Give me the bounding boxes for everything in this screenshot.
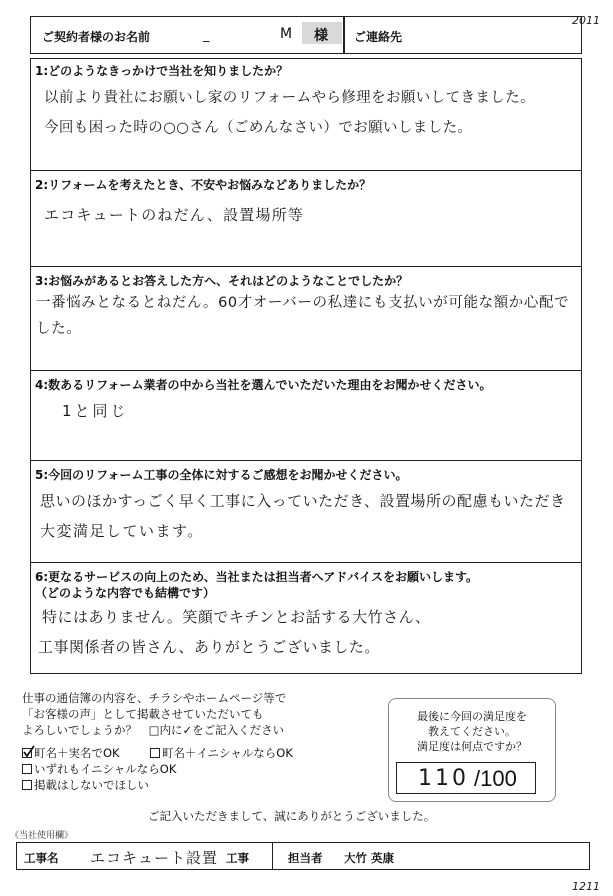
- consent-option-label: 町名＋実名でOK: [34, 746, 120, 760]
- q6-answer-line2: 工事関係者の皆さん、ありがとうございました。: [38, 638, 380, 656]
- consent-option-label: いずれもイニシャルならOK: [34, 762, 177, 776]
- satisfaction-line3: 満足度は何点ですか？: [417, 740, 527, 753]
- header-divider: [343, 16, 345, 54]
- q3-answer-line1: 一番悩みとなるとねだん。60才オーバーの私達にも支払いが可能な額か心配でした。: [36, 295, 570, 337]
- score-max: /100: [474, 766, 517, 791]
- corner-note: 2011: [572, 14, 600, 27]
- q5-answer-line2: 大変満足しています。: [40, 522, 204, 540]
- q1-answer-line1: 以前より貴社にお願いし家のリフォームやら修理をお願いしてきました。: [44, 90, 535, 106]
- q3-label: 3:お悩みがあるとお答えした方へ、それはどのようなことでしたか？: [35, 274, 409, 288]
- q2-label: 2:リフォームを考えたとき、不安やお悩みなどありましたか？: [35, 178, 372, 192]
- consent-option-4[interactable]: [22, 777, 149, 793]
- page-footer-note: 1211: [572, 880, 600, 893]
- consent-option-2[interactable]: [150, 745, 293, 761]
- consent-option-label: 町名＋イニシャルならOK: [162, 746, 293, 760]
- customer-name-label: ご契約者様のお名前: [42, 30, 151, 44]
- q5-answer-line1: 思いのほかすっごく早く工事に入っていただき、設置場所の配慮もいただき: [40, 492, 566, 510]
- checkbox-icon[interactable]: [150, 748, 160, 758]
- q6-label: 6:更なるサービスの向上のため、当社または担当者へアドバイスをお願いします。: [35, 570, 478, 584]
- customer-name-value: M: [280, 26, 293, 42]
- q6-label2: （どのような内容でも結構です）: [35, 586, 216, 600]
- work-name-value: エコキュート設置: [90, 849, 219, 867]
- q1-answer-line2: 今回も困った時の○○さん（ごめんなさい）でお願いしました。: [44, 120, 473, 136]
- consent-line3: [22, 722, 284, 738]
- consent-option-3[interactable]: [22, 761, 176, 777]
- checkbox-icon[interactable]: [22, 748, 32, 758]
- checkmark-icon: [22, 745, 36, 759]
- staff-value: 大竹 英康: [344, 851, 395, 865]
- checkbox-icon[interactable]: [22, 764, 32, 774]
- work-name-label: 工事名: [24, 851, 59, 865]
- honorific: 様: [314, 28, 328, 44]
- consent-line1: 仕事の通信簿の内容を、チラシやホームページ等で: [22, 691, 287, 705]
- satisfaction-line2: 教えてください。: [428, 725, 516, 738]
- checkbox-icon[interactable]: [22, 780, 32, 790]
- consent-option-label: 掲載はしないでほしい: [34, 778, 149, 792]
- satisfaction-line1: 最後に今回の満足度を: [417, 710, 527, 723]
- contact-label: ご連絡先: [354, 30, 403, 44]
- q2-answer-line1: エコキュートのねだん、設置場所等: [44, 206, 305, 224]
- office-use-label: 《当社使用欄》: [10, 831, 74, 841]
- consent-option-1[interactable]: [22, 745, 120, 761]
- staff-label: 担当者: [288, 851, 323, 865]
- work-suffix: 工事: [226, 851, 249, 865]
- office-divider: [272, 842, 273, 870]
- customer-name-dash: _: [203, 28, 210, 43]
- q1-label: 1:どのようなきっかけで当社を知りましたか？: [35, 64, 289, 78]
- q5-label: 5:今回のリフォーム工事の全体に対するご感想をお聞かせください。: [35, 468, 408, 482]
- consent-line2: 「お客様の声」として掲載させていただいても: [22, 707, 264, 721]
- q6-answer-line1: 特にはありません。笑顔でキチンとお話する大竹さん、: [42, 608, 431, 626]
- score-value: 110: [418, 766, 469, 791]
- consent-question: よろしいでしょうか？: [22, 723, 137, 737]
- q4-answer-line1: 1と同じ: [62, 402, 129, 420]
- thanks-message: ご記入いただきまして、誠にありがとうございました。: [148, 809, 436, 823]
- q4-label: 4:数あるリフォーム業者の中から当社を選んでいただいた理由をお聞かせください。: [35, 378, 492, 392]
- consent-note: □内に✓をご記入ください: [148, 723, 285, 737]
